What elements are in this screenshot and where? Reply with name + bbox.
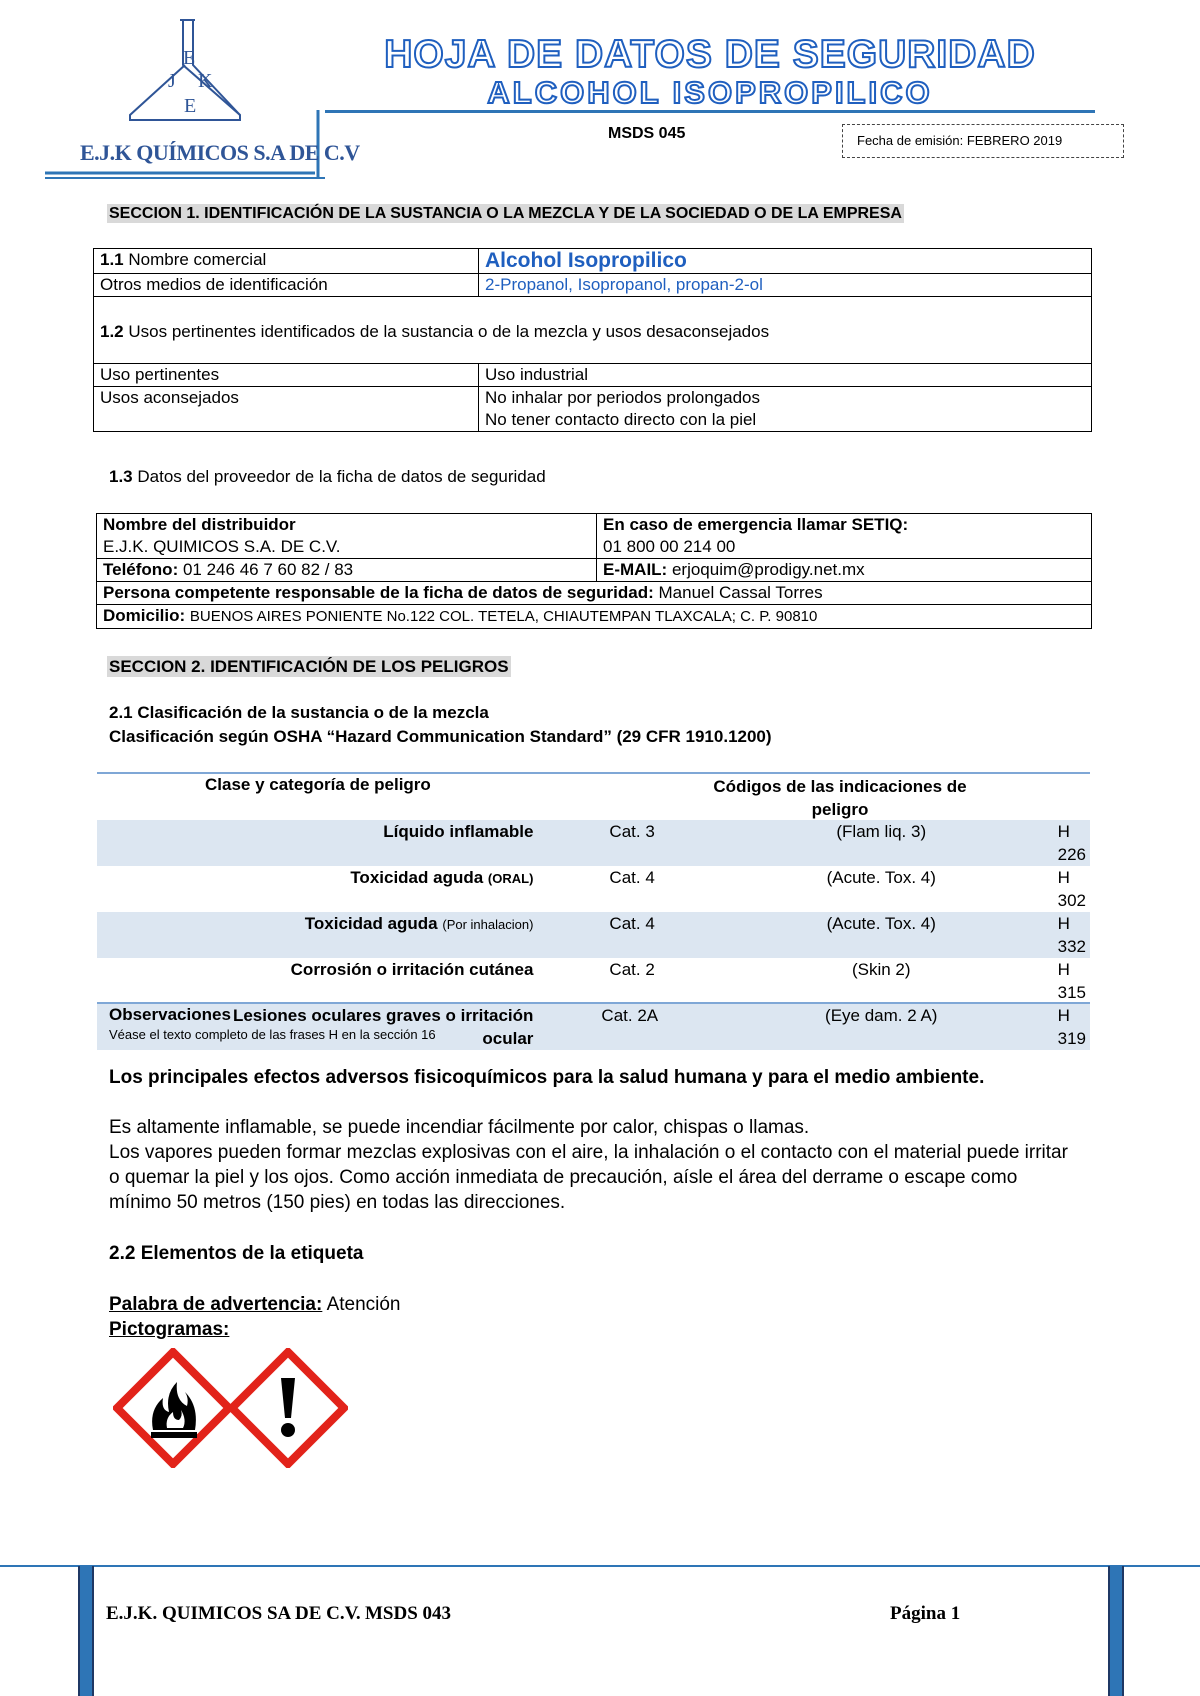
col-class-header: Clase y categoría de peligro [205,775,431,794]
label-elements-title: 2.2 Elementos de la etiqueta [109,1243,364,1264]
hazard-table-top-rule [97,772,1090,774]
supplier-heading [109,467,546,487]
hazard-abbr: (Skin 2) [851,960,911,979]
hazard-cat: Cat. 4 [537,912,758,958]
hazard-code: H 302 [1057,868,1086,910]
footer-right-bar [1108,1566,1124,1696]
hazard-cat: Cat. 4 [609,868,655,887]
footer-page-number: Página 1 [890,1603,961,1624]
hazard-cat: Cat. 3 [537,820,758,866]
advised-use-2: No tener contacto directo con la piel [485,410,757,429]
title-underline [325,110,1095,113]
hazard-code: H 226 [1004,820,1090,866]
hazard-cat: Cat. 2A [537,1004,758,1050]
hazard-note: (Por inhalacion) [442,917,534,932]
uses-heading: Usos pertinentes identificados de la sustancia o de la mezcla y usos desaconsejados [128,322,770,341]
hazard-name: Lesiones oculares graves o irritación ocular [97,1004,537,1050]
phone-value: 01 246 46 7 60 82 / 83 [182,560,354,579]
hazard-abbr: (Acute. Tox. 4) [759,912,1004,958]
hazard-name: Corrosión o irritación cutánea [290,960,534,979]
relevant-use-value: Uso industrial [479,364,1092,387]
trade-name-num: 1.1 [100,250,124,269]
signal-word-line [109,1294,401,1316]
distributor-label: Nombre del distribuidor [103,515,296,534]
supplier-num: 1.3 [109,467,133,486]
classification-subtitle: Clasificación según OSHA “Hazard Communication Standard” (29 CFR 1910.1200) [109,727,772,746]
hazard-code: H 319 [1004,1004,1090,1050]
logo-company-name: E.J.K QUÍMICOS S.A DE C.V [80,140,360,165]
col-codes-header: Códigos de las indicaciones de peligro [713,777,967,819]
hazard-row [97,820,1090,866]
footer-company: E.J.K. QUIMICOS SA DE C.V. [106,1603,361,1624]
hazard-abbr: (Acute. Tox. 4) [826,868,936,887]
hazard-code: H 315 [1057,960,1086,1002]
emergency-phone: 01 800 00 214 00 [603,537,736,556]
email-value[interactable]: erjoquim@prodigy.net.mx [671,560,865,579]
issue-date-box: Fecha de emisión: FEBRERO 2019 [842,124,1124,158]
section1-heading: SECCION 1. IDENTIFICACIÓN DE LA SUSTANCIA O LA MEZCLA Y DE LA SOCIEDAD O DE LA EMPRESA [109,205,902,222]
signal-word-label: Palabra de advertencia: [109,1294,323,1315]
supplier-table [96,513,1092,629]
footer-msds-code: MSDS 043 [365,1603,452,1624]
supplier-heading-text: Datos del proveedor de la ficha de datos de seguridad [137,467,546,486]
other-id-value: 2-Propanol, Isopropanol, propan-2-ol [479,274,1092,297]
section2-heading-wrap [107,657,511,677]
advised-uses-label: Usos aconsejados [94,387,479,432]
email-label: E-MAIL: [603,560,668,579]
hazard-row [97,866,1090,912]
hazard-cat: Cat. 2 [609,960,655,979]
uses-num: 1.2 [100,322,124,341]
address-value: BUENOS AIRES PONIENTE No.122 COL. TETELA, CHIAUTEMPAN TLAXCALA; C. P. 90810 [189,608,818,625]
distributor-value: E.J.K. QUIMICOS S.A. DE C.V. [103,537,341,556]
footer-left-bar [78,1566,94,1696]
logo-letter-j: J [168,70,176,92]
hazard-name: Líquido inflamable [97,820,537,866]
flame-pictogram-icon [113,1348,233,1468]
pictograms-label: Pictogramas: [109,1319,230,1340]
hazard-name: Toxicidad aguda [304,914,438,933]
observations-label: Observaciones [109,1005,231,1024]
hazard-name: Toxicidad aguda [350,868,484,887]
document-subtitle: ALCOHOL ISOPROPILICO [487,75,933,110]
responsible-value: Manuel Cassal Torres [658,583,823,602]
footer-rule [0,1565,1200,1567]
logo-letter-k: K [198,70,213,92]
effects-paragraph-2: Los vapores pueden formar mezclas explosivas con el aire, la inhalación o el contacto con el material puede irritar o quemar la piel y los ojos. Como acción inmediata de precaución, aísle el área del derrame o escape como mínimo 50 metros (150 pies) en todas las direcciones. [109,1142,1068,1213]
trade-name-value: Alcohol Isopropilico [479,249,1092,274]
logo-letter-e: E [183,47,196,69]
hazard-abbr: (Flam liq. 3) [759,820,1004,866]
relevant-use-label: Uso pertinentes [94,364,479,387]
emergency-label: En caso de emergencia llamar SETIQ: [603,515,909,534]
effects-paragraph-1: Es altamente inflamable, se puede incendiar fácilmente por calor, chispas o llamas. [109,1117,810,1138]
advised-use-1: No inhalar por periodos prolongados [485,388,761,407]
hazard-table-bottom-rule [97,1002,1090,1004]
exclamation-pictogram-icon [228,1348,348,1468]
hazard-row [97,912,1090,958]
hazard-abbr: (Eye dam. 2 A) [759,1004,1004,1050]
hazard-note: (ORAL) [487,871,534,886]
msds-code: MSDS 045 [608,125,686,142]
identification-table [93,248,1092,432]
document-title: HOJA DE DATOS DE SEGURIDAD [384,33,1036,76]
section2-heading: SECCION 2. IDENTIFICACIÓN DE LOS PELIGROS [109,657,509,676]
phone-label: Teléfono: [103,560,179,579]
hazard-table [97,820,1090,1050]
effects-title: Los principales efectos adversos fisicoquímicos para la salud humana y para el medio ambiente. [109,1067,985,1088]
logo-letter-e2: E [184,95,197,117]
observations-text: Véase el texto completo de las frases H en la sección 16 [109,1027,436,1042]
section1-heading-wrap [107,205,904,223]
classification-title: 2.1 Clasificación de la sustancia o de la mezcla [109,703,489,722]
address-label: Domicilio: [103,606,186,625]
hazard-code: H 332 [1004,912,1090,958]
other-id-label: Otros medios de identificación [94,274,479,297]
responsible-label: Persona competente responsable de la ficha de datos de seguridad: [103,583,654,602]
trade-name-label: Nombre comercial [128,250,267,269]
signal-word-value: Atención [326,1294,401,1315]
hazard-row [97,958,1090,1004]
